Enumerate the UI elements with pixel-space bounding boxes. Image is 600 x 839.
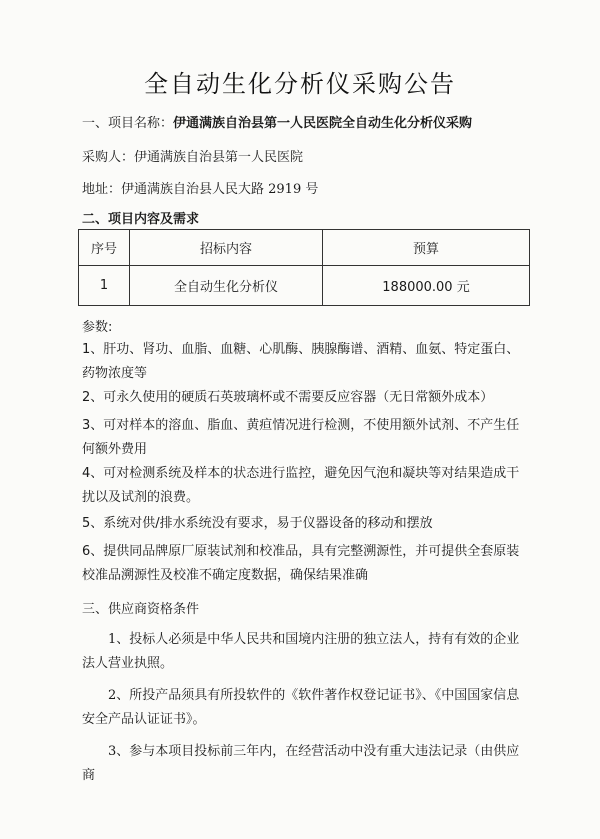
- table-header-row: [79, 230, 530, 266]
- qualification-item-3: 3、参与本项目投标前三年内，在经营活动中没有重大违法记录（由供应商: [82, 744, 520, 783]
- params-heading: 参数:: [82, 320, 113, 335]
- project-name-line: [82, 112, 472, 131]
- project-name-value: 伊通满族自治县第一人民医院全自动生化分析仪采购: [173, 116, 473, 131]
- table-row: [79, 266, 530, 306]
- param-item-1: 1、肝功、肾功、血脂、血糖、心肌酶、胰腺酶谱、酒精、血氨、特定蛋白、药物浓度等: [82, 342, 520, 381]
- address-line: 地址：伊通满族自治县人民大路 2919 号: [82, 182, 319, 197]
- header-content: 招标内容: [130, 230, 323, 266]
- section2-heading: 二、项目内容及需求: [82, 212, 200, 227]
- page-title: 全自动生化分析仪采购公告: [144, 70, 456, 98]
- cell-index: 1: [79, 266, 130, 306]
- param-item-3: 3、可对样本的溶血、脂血、黄疸情况进行检测，不使用额外试剂、不产生任何额外费用: [82, 418, 520, 457]
- header-index: 序号: [79, 230, 130, 266]
- param-item-6: 6、提供同品牌原厂原装试剂和校准品，具有完整溯源性，并可提供全套原装校准品溯源性及校准不确定度数据，确保结果准确: [82, 544, 520, 583]
- qualification-item-2: 2、所投产品须具有所投软件的《软件著作权登记证书》、《中国国家信息安全产品认证证书》。: [82, 688, 520, 727]
- cell-budget: 188000.00 元: [323, 266, 530, 306]
- buyer-line: 采购人：伊通满族自治县第一人民医院: [82, 150, 304, 165]
- param-item-5: 5、系统对供/排水系统没有要求，易于仪器设备的移动和摆放: [82, 516, 433, 531]
- section3-heading: 三、供应商资格条件: [82, 602, 200, 617]
- project-name-label: 一、项目名称：: [82, 116, 174, 131]
- param-item-4: 4、可对检测系统及样本的状态进行监控，避免因气泡和凝块等对结果造成干扰以及试剂的浪费。: [82, 466, 520, 505]
- param-item-2: 2、可永久使用的硬质石英玻璃杯或不需要反应容器（无日常额外成本）: [82, 390, 494, 405]
- header-budget: 预算: [323, 230, 530, 266]
- cell-content: 全自动生化分析仪: [130, 266, 323, 306]
- budget-table: [78, 229, 530, 306]
- qualification-item-1: 1、投标人必须是中华人民共和国境内注册的独立法人，持有有效的企业法人营业执照。: [82, 632, 520, 671]
